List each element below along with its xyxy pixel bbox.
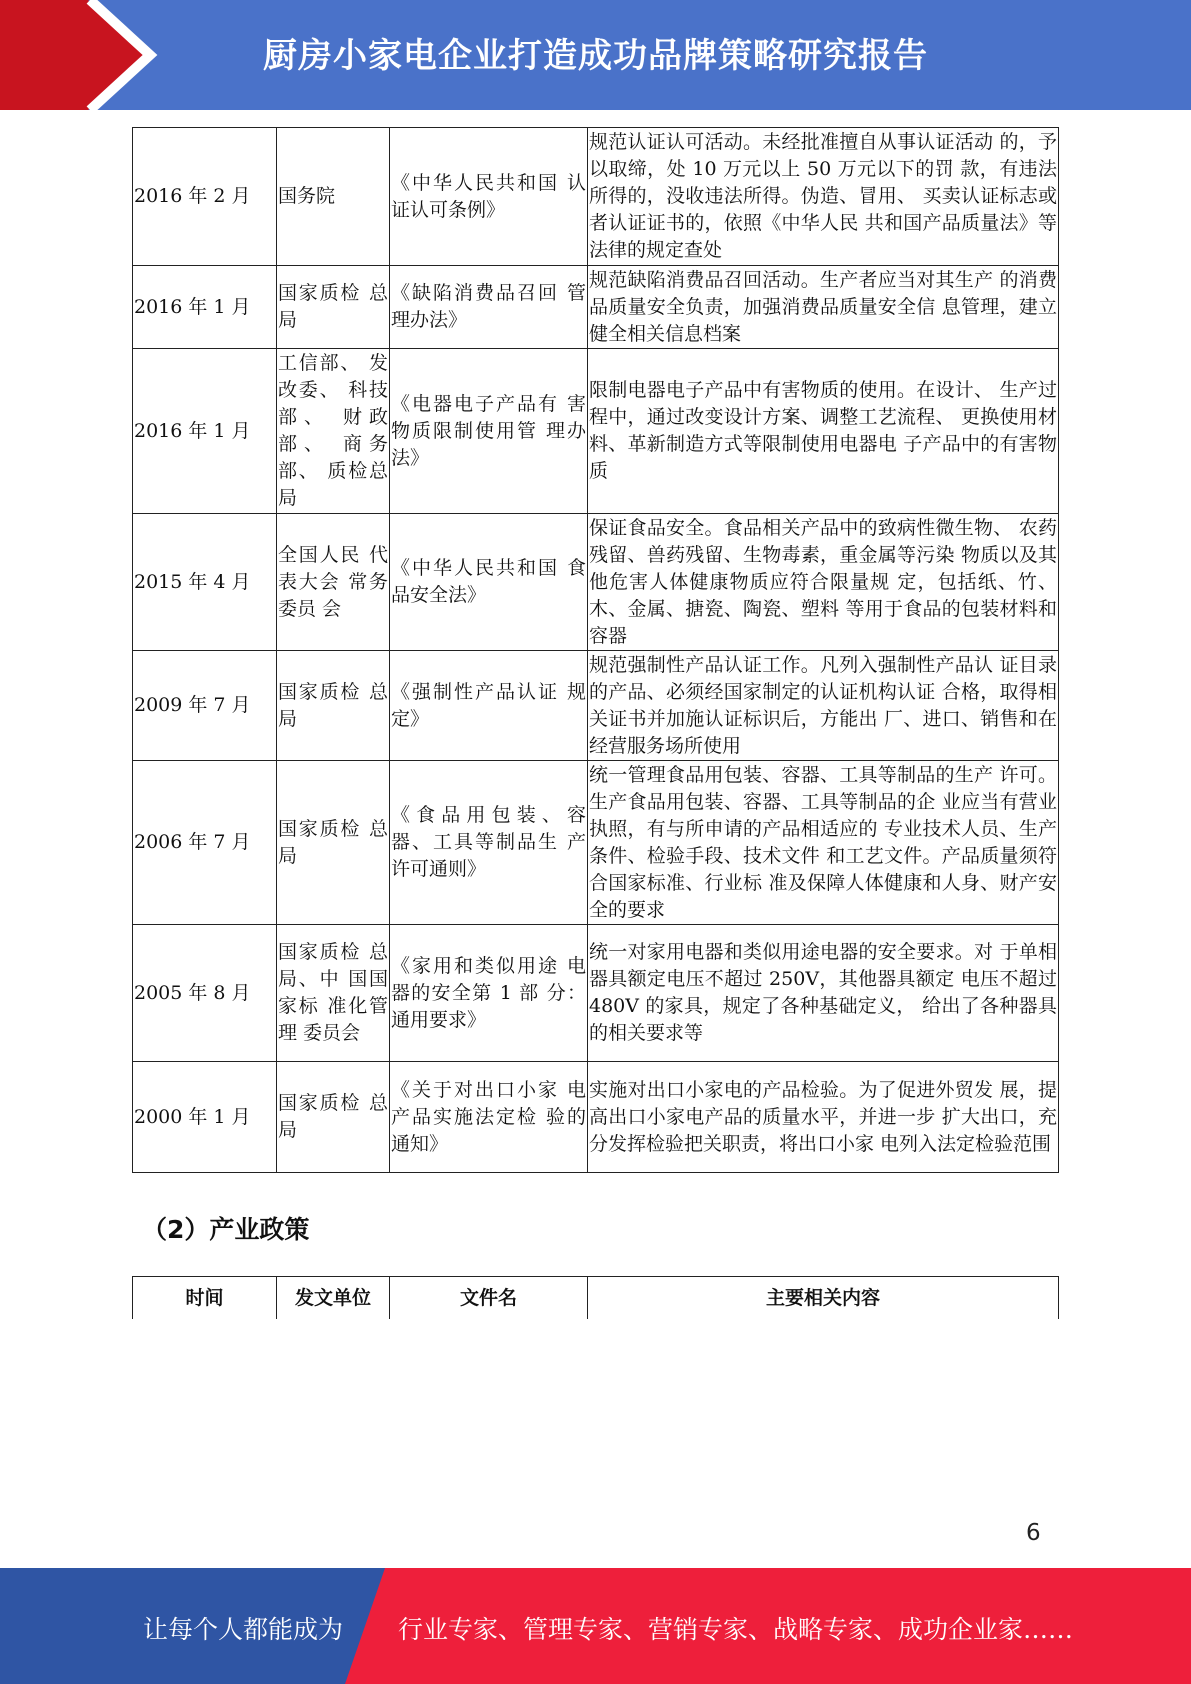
- cell-issuer: 国务院: [277, 128, 390, 266]
- cell-document: 《食品用包装、容 器、工具等制品生 产许可通则》: [390, 761, 588, 925]
- cell-content: 保证食品安全。食品相关产品中的致病性微生物、 农药残留、兽药残留、生物毒素，重金属等污染 物质以及其他危害人体健康物质应符合限量规 定，包括纸、竹、木、金属、搪瓷、陶瓷、塑料 等用于食品的包装材料和容器: [588, 514, 1059, 651]
- header-time: 时间: [133, 1277, 277, 1320]
- cell-content: 限制电器电子产品中有害物质的使用。在设计、 生产过程中，通过改变设计方案、调整工艺流程、 更换使用材料、革新制造方式等限制使用电器电 子产品中的有害物质: [588, 349, 1059, 514]
- cell-date: 2000 年 1 月: [133, 1062, 277, 1173]
- table-row: [133, 761, 1059, 925]
- cell-date: 2016 年 2 月: [133, 128, 277, 266]
- cell-document: 《中华人民共和国 认证认可条例》: [390, 128, 588, 266]
- cell-document: 《家用和类似用途 电器的安全第 1 部 分：通用要求》: [390, 925, 588, 1062]
- cell-content: 实施对出口小家电的产品检验。为了促进外贸发 展，提高出口小家电产品的质量水平，并进一步 扩大出口，充分发挥检验把关职责，将出口小家 电列入法定检验范围: [588, 1062, 1059, 1173]
- header-arrow-red: [0, 0, 150, 110]
- policy-table: [132, 127, 1059, 1173]
- section-heading: （2）产业政策: [142, 1215, 310, 1244]
- cell-date: 2006 年 7 月: [133, 761, 277, 925]
- cell-content: 统一管理食品用包装、容器、工具等制品的生产 许可。生产食品用包装、容器、工具等制品的企 业应当有营业执照，有与所申请的产品相适应的 专业技术人员、生产条件、检验手段、技术文件 和工艺文件。产品质量须符合国家标准、行业标 准及保障人体健康和人身、财产安全的要求: [588, 761, 1059, 925]
- cell-issuer: 国家质检 总局、中 国国家标 准化管理 委员会: [277, 925, 390, 1062]
- page-footer: [0, 1568, 1191, 1684]
- header-document: 文件名: [390, 1277, 588, 1320]
- header-issuer: 发文单位: [277, 1277, 390, 1320]
- cell-date: 2009 年 7 月: [133, 651, 277, 761]
- cell-document: 《中华人民共和国 食品安全法》: [390, 514, 588, 651]
- cell-document: 《缺陷消费品召回 管理办法》: [390, 266, 588, 349]
- cell-date: 2016 年 1 月: [133, 266, 277, 349]
- cell-document: 《强制性产品认证 规定》: [390, 651, 588, 761]
- industry-policy-table: [132, 1276, 1059, 1319]
- cell-issuer: 国家质检 总局: [277, 266, 390, 349]
- table-row: [133, 514, 1059, 651]
- table-row: [133, 266, 1059, 349]
- cell-date: 2005 年 8 月: [133, 925, 277, 1062]
- cell-issuer: 国家质检 总局: [277, 651, 390, 761]
- page-header: [0, 0, 1191, 110]
- table-row: [133, 1062, 1059, 1173]
- table-row: [133, 128, 1059, 266]
- cell-content: 规范认证认可活动。未经批准擅自从事认证活动 的，予以取缔，处 10 万元以上 50 万元以下的罚 款，有违法所得的，没收违法所得。伪造、冒用、 买卖认证标志或者认证证书的，依照《中华人民 共和国产品质量法》等法律的规定查处: [588, 128, 1059, 266]
- footer-slogan-left: 让每个人都能成为: [143, 1615, 344, 1644]
- cell-issuer: 国家质检 总局: [277, 1062, 390, 1173]
- table-header-row: [133, 1277, 1059, 1320]
- cell-date: 2015 年 4 月: [133, 514, 277, 651]
- table-row: [133, 349, 1059, 514]
- cell-document: 《电器电子产品有 害物质限制使用管 理办法》: [390, 349, 588, 514]
- table-row: [133, 651, 1059, 761]
- table-row: [133, 925, 1059, 1062]
- cell-content: 规范强制性产品认证工作。凡列入强制性产品认 证目录的产品、必须经国家制定的认证机构认证 合格，取得相关证书并加施认证标识后，方能出 厂、进口、销售和在经营服务场所使用: [588, 651, 1059, 761]
- cell-content: 统一对家用电器和类似用途电器的安全要求。对 于单相器具额定电压不超过 250V，其他器具额定 电压不超过 480V 的家具，规定了各种基础定义， 给出了各种器具的相关要求等: [588, 925, 1059, 1062]
- report-title: 厨房小家电企业打造成功品牌策略研究报告: [263, 36, 928, 76]
- cell-document: 《关于对出口小家 电产品实施法定检 验的通知》: [390, 1062, 588, 1173]
- cell-content: 规范缺陷消费品召回活动。生产者应当对其生产 的消费品质量安全负责，加强消费品质量安全信 息管理，建立健全相关信息档案: [588, 266, 1059, 349]
- cell-date: 2016 年 1 月: [133, 349, 277, 514]
- header-content: 主要相关内容: [588, 1277, 1059, 1320]
- cell-issuer: 全国人民 代表大会 常务委员 会: [277, 514, 390, 651]
- cell-issuer: 工信部、 发改委、 科技部、 财政部、 商务部、 质检总局: [277, 349, 390, 514]
- page-number: 6: [1026, 1520, 1041, 1546]
- cell-issuer: 国家质检 总局: [277, 761, 390, 925]
- footer-slogan-right: 行业专家、管理专家、营销专家、战略专家、成功企业家……: [398, 1615, 1074, 1644]
